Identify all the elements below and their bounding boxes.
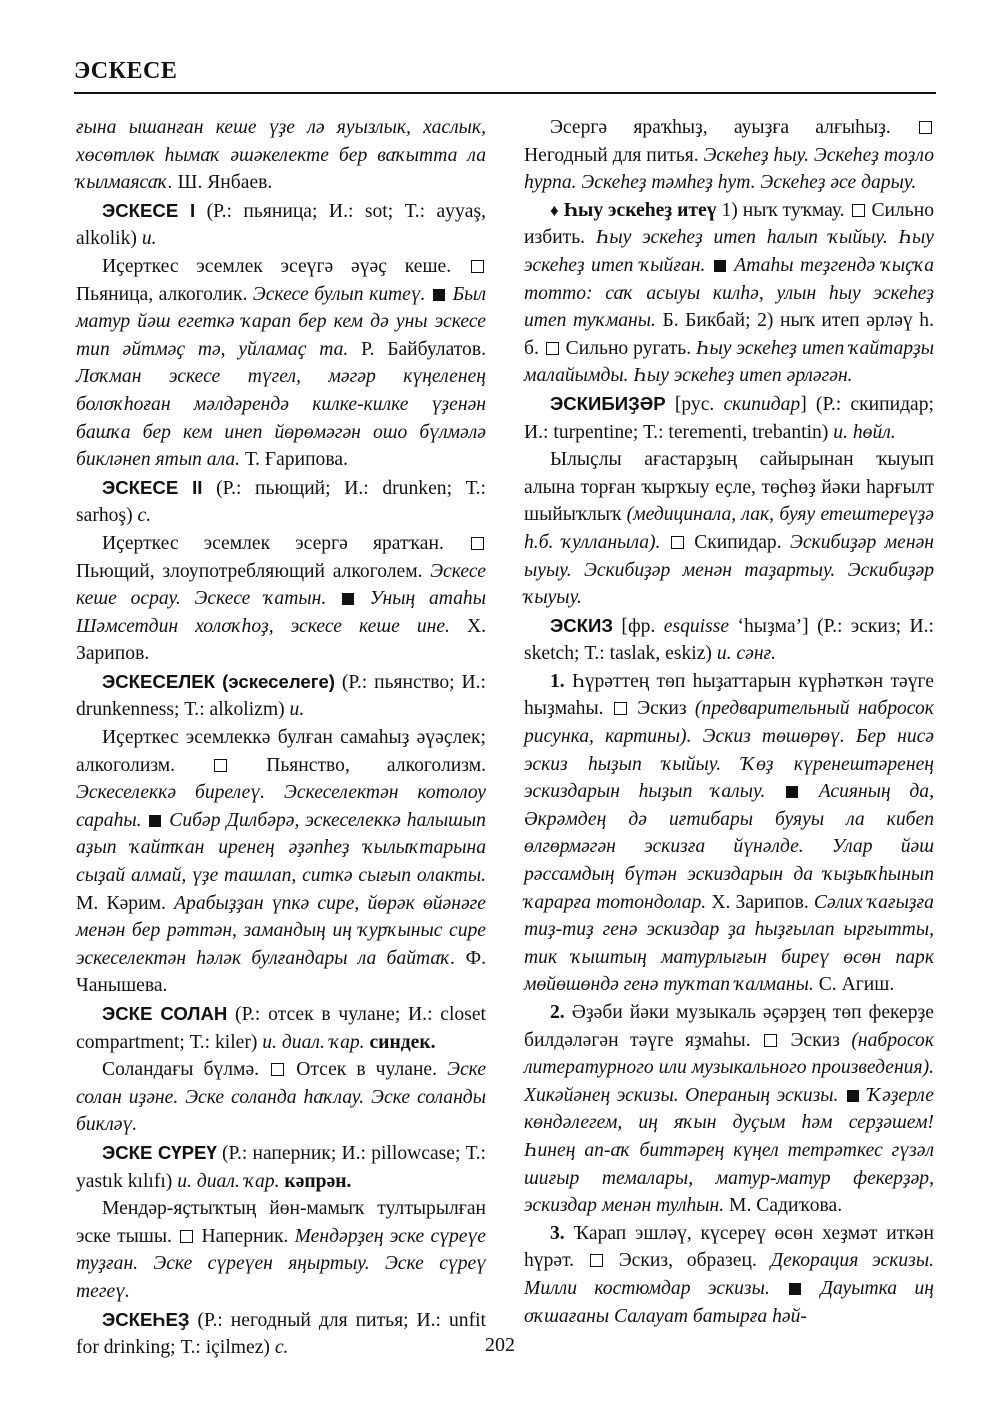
sense-number: 2.	[550, 1002, 565, 1023]
example-text: Сәлих ҡағыҙға тиҙ-тиҙ генә эскиздар ҙа һыҙғылап ырғытты, тик ҡыштың матурлығын биреү өсөн парк мөйөшөндә генә туҡтап ҡалманы.	[524, 891, 934, 996]
russian-marker-icon	[180, 1230, 193, 1243]
citation-marker-icon	[847, 1090, 859, 1102]
citation-marker-icon	[342, 593, 354, 605]
example-text: Был матур йәш егеткә ҡарап бер кем дә уны эскесе тип әйтмәҫ тә, уйламаҫ та.	[76, 283, 486, 360]
source-author: Х. Зарипов.	[76, 615, 486, 665]
translations: (Р.: наперник; И.: pillowcase; Т.: yastık kılıfı)	[76, 1142, 486, 1192]
example-text: Атаһы теҙгендә ҡыҫҡа тотто: саҡ асыуы килһә, улын һыу эскеһеҙ итеп туҡманы.	[524, 254, 934, 332]
citation-marker-icon	[149, 815, 161, 827]
headword: ЭСКЕ СОЛАН	[102, 1003, 228, 1024]
russian-marker-icon	[271, 1063, 284, 1076]
example-text: Асияның да, Әкрәмдең дә иғтибары буяуы ла кибеп өлгөрмәгән эскизға йүнәлде. Улар йәш рәссамдың бүтән эскиздарын да ҡыҙыҡһынып ҡарарға тотондолар.	[524, 781, 934, 913]
example-text: Хикәйәнең эскизы. Операның эскизы.	[524, 1084, 839, 1106]
example-text: Арабыҙҙан үпкә сире, йөрәк өйәнәге менән бер рәттән, замандың иң ҡурҡыныс сире эскеселектән һәләк булғандары ла байтаҡ.	[76, 892, 486, 969]
example-text: Ҡәҙерле көндәлегем, иң яҡын дуҫым һәм серҙәшем! Һинең ап-аҡ биттәрең күңел тетрәткес гүзәл шиғыр темалары, матур-матур фекерҙәр, эскиздар менән тулһын.	[524, 1084, 934, 1217]
definition: Иҫерткес эсемлеккә булған самаһыҙ әүәҫлек; алкоголизм.	[76, 727, 486, 776]
example-text: Эске солан иҙәне. Эске соланда һаҡлау. Эске соланды бикләү.	[76, 1059, 487, 1136]
definition: Мендәр-яҫтыҡтың йөн-мамыҡ тултырылған эске тышы.	[76, 1198, 486, 1247]
source-author: Т. Ғарипова.	[240, 449, 348, 471]
entry-eskibizer	[524, 390, 934, 446]
entry-eskiz-sense-1	[524, 668, 934, 999]
entry-eske-solan	[76, 1000, 486, 1056]
translations: (Р.: пьяница; И.: sot; Т.: ayyaş, alkolik)	[76, 200, 486, 250]
example-text: Һыу эскеһеҙ итеп ҡайтарҙы малайымды. Һыу эскеһеҙ итеп әрләгән.	[524, 337, 935, 387]
russian-equivalent: Негодный для питья.	[524, 144, 704, 166]
example-text: Сибәр Дилбәрә, эскеселеккә һалышып аҙып ҡайтҡан иренең әҙәпһеҙ ҡылыҡтарына сыҙай алмай, үҙе ташлап, ситкә сығып олакты.	[76, 809, 486, 887]
translations: (Р.: отсек в чулане; И.: closet compartment; Т.: kiler)	[76, 1004, 486, 1053]
definition: Соландағы бүлмә.	[102, 1059, 260, 1081]
russian-equivalent: Отсек в чулане.	[286, 1059, 448, 1081]
source-author: М. Кәрим.	[76, 892, 175, 914]
russian-equivalent: Сильно избить.	[524, 199, 934, 249]
entry-eskiz	[524, 612, 934, 668]
etymology: [фр.	[613, 615, 664, 637]
source-author: Х. Зарипов.	[706, 891, 814, 913]
headword: ЭСКИЗ	[550, 614, 614, 636]
russian-note: (набросок литературного или музыкального произведения).	[524, 1029, 934, 1079]
sense-number: 1.	[550, 670, 565, 692]
definition: Эсергә яраҡһыҙ, ауыҙға алғыһыҙ.	[550, 117, 891, 138]
source-author: Р. Байбулатов.	[348, 338, 487, 360]
entry-eskese-2-sense	[76, 530, 486, 668]
example-text: Эскибиҙәр менән ыуыу. Эскибиҙәр менән таҙартыу. Эскибиҙәр ҡыуыу.	[524, 531, 935, 609]
headword: ЭСКИБИҘӘР	[550, 392, 666, 414]
citation-marker-icon	[714, 260, 726, 272]
russian-marker-icon	[546, 342, 559, 355]
part-of-speech: и. диал. ҡар.	[262, 1031, 365, 1053]
russian-marker-icon	[919, 121, 932, 134]
headword: ЭСКЕҺЕҘ	[102, 1308, 190, 1330]
part-of-speech: и.	[141, 228, 157, 250]
entry-eskese-1	[76, 197, 486, 253]
definition: Иҫерткес эсемлек эсеүгә әүәҫ кеше.	[102, 255, 452, 277]
russian-equivalent: Эскиз	[628, 698, 695, 720]
russian-marker-icon	[852, 204, 865, 217]
russian-equivalent: Скипидар.	[685, 531, 791, 553]
russian-equivalent: Пьянство, алкоголизм.	[229, 754, 486, 776]
translations: (Р.: пьянство; И.: drunkenness; Т.: alkolizm)	[76, 671, 486, 721]
entry-eskibizer-sense	[524, 446, 934, 612]
part-of-speech: с.	[274, 1337, 289, 1359]
entry-eske-sureu-sense	[76, 1195, 486, 1305]
russian-marker-icon	[671, 536, 684, 549]
translations: (Р.: негодный для питья; И.: unfit for drinking; Т.: içilmez)	[76, 1309, 486, 1359]
part-of-speech: и. диал. ҡар.	[177, 1170, 280, 1192]
definition: Иҫерткес эсемлек эсергә яратҡан.	[102, 532, 444, 554]
source-author: С. Агиш.	[813, 974, 895, 996]
citation-marker-icon	[789, 1283, 801, 1295]
example-text: Эскесе кеше осрау. Эскесе ҡатын.	[76, 560, 486, 610]
definition-note: (медицинала, лак, буяу етештереүҙә һ.б. ҡулланыла).	[524, 504, 934, 553]
russian-marker-icon	[471, 260, 484, 273]
citation-marker-icon	[786, 786, 798, 798]
citation-marker-icon	[433, 289, 445, 301]
example-text: Эскесе булып китеү.	[252, 283, 426, 305]
sense-number: 3.	[550, 1222, 565, 1244]
russian-equivalent: Сильно ругать.	[560, 337, 696, 359]
definition: 2) ныҡ итеп әрләү һ. б.	[524, 310, 934, 359]
page-number: 202	[485, 1334, 515, 1356]
entry-eskese-1-sense	[76, 253, 486, 474]
entry-eske-solan-sense	[76, 1056, 486, 1139]
translations: (Р.: пьющий; И.: drunken; Т.: sarhoş)	[76, 477, 486, 527]
headword: ЭСКЕСЕЛЕК (эскеселеге)	[102, 670, 336, 692]
cross-reference: кәпрән.	[279, 1170, 352, 1192]
russian-marker-icon	[764, 1034, 777, 1047]
etymology-source-word: esquisse	[663, 615, 730, 637]
russian-equivalent: Пьющий, злоупотребляющий алкоголем.	[76, 560, 431, 582]
russian-marker-icon	[614, 702, 627, 715]
definition: Һүрәттең төп һыҙаттарын күрһәткән тәүге һыҙмаһы.	[524, 670, 934, 720]
running-header-title: ЭСКЕСЕ	[74, 58, 178, 84]
part-of-speech: с.	[137, 505, 152, 527]
etymology-source-word: скипидар	[723, 393, 801, 415]
russian-equivalent: Эскиз	[779, 1029, 852, 1051]
entry-eskeselek	[76, 668, 486, 724]
russian-equivalent: Пьяница, алкоголик.	[76, 283, 253, 305]
entry-eskehez-sense	[524, 114, 934, 197]
translations: ] (Р.: скипидар; И.: turpentine; Т.: terementi, trebantin)	[524, 393, 934, 443]
example-text: Мендәрҙең эске сүреүе туҙған. Эске сүреүен яңыртыу. Эске сүреү тегеү.	[76, 1225, 486, 1302]
headword: ЭСКЕ СҮРЕҮ	[102, 1141, 217, 1163]
source-author: Ш. Янбаев.	[172, 172, 273, 194]
continued-entry	[76, 114, 486, 197]
translations: ‘һыҙма’] (Р.: эскиз; И.: sketch; Т.: taslak, eskiz)	[524, 615, 934, 665]
entry-eskeselek-sense	[76, 724, 486, 1000]
russian-marker-icon	[214, 759, 227, 772]
left-column	[76, 114, 486, 1362]
definition: Ҡарап эшләү, күсереү өсөн хеҙмәт иткән һүрәт.	[524, 1222, 934, 1272]
example-text: Декорация эскизы. Милли костюмдар эскизы.	[524, 1250, 934, 1299]
source-author: Ф. Чанышева.	[76, 947, 486, 997]
running-header	[74, 58, 936, 85]
example-text: Эскиз төшөрөү. Бер нисә эскиз һыҙып ҡыйыу. Ҡөҙ күренештәренең эскиздарын һыҙып ҡалыу.	[524, 726, 935, 803]
source-author: Б. Бикбай;	[655, 310, 751, 332]
etymology: [рус.	[665, 393, 724, 415]
example-text: Һыу эскеһеҙ итеп һалып ҡыйыу. Һыу эскеһеҙ итеп ҡыйған.	[524, 227, 935, 276]
example-text: Эскеселеккә бирелеү. Эскеселектән котолоу сараһы.	[76, 782, 486, 831]
headword: ЭСКЕСЕ II	[102, 476, 203, 498]
entry-eske-sureu	[76, 1139, 486, 1195]
example-text: Дауытка иң оҡшағаны Салауат батырға һәй-	[524, 1277, 934, 1327]
right-column	[524, 114, 934, 1330]
headword: ЭСКЕСЕ I	[102, 199, 196, 221]
idiom-headword: Һыу эскеһеҙ итеү	[558, 199, 717, 221]
russian-equivalent: Эскиз, образец.	[604, 1250, 771, 1272]
entry-eskese-2	[76, 474, 486, 530]
example-text: Эскеһеҙ һыу. Эскеһеҙ тоҙло һурпа. Эскеһеҙ тәмһеҙ һут. Эскеһеҙ әсе дарыу.	[524, 144, 934, 194]
definition: 1) ныҡ туҡмау.	[716, 199, 845, 221]
part-of-speech: и.	[289, 699, 305, 721]
cross-reference: синдек.	[364, 1031, 436, 1053]
source-author: М. Садиҡова.	[724, 1195, 843, 1217]
entry-eskiz-sense-2	[524, 999, 934, 1220]
example-text: Лоҡман эскесе түгел, мәгәр күңеленең болоҡһоған мәлдәрендә килке-килке үҙенән башҡа бер кем инеп йөрөмәгән ошо бүлмәлә бикләнеп ятып ала.	[76, 366, 486, 471]
example-text: ғына ышанған кеше үҙе лә яуызлык, хаслык, хөсөтлөк һымаҡ әшәкелекте бер ваҡытта ла ҡылмаясаҡ.	[76, 117, 486, 194]
part-of-speech: и. һөйл.	[833, 421, 896, 443]
example-text: Уның атаһы Шәмсетдин холоҡһоҙ, эскесе кеше ине.	[76, 588, 486, 637]
russian-equivalent: Наперник.	[195, 1225, 295, 1247]
idiom-diamond-icon: ♦	[550, 200, 559, 220]
header-rule	[74, 92, 936, 94]
definition: Ылыҫлы ағастарҙың сайырынан ҡыуып алына торған ҡырҡыу еҫле, төҫһөҙ йәки һарғылт шыйыҡлыҡ	[524, 449, 934, 526]
definition: Әҙәби йәки музыкаль әҫәрҙең төп фекерҙе билдәләгән тәүге яҙмаһы.	[524, 1002, 934, 1051]
part-of-speech: и. сәнғ.	[716, 643, 777, 665]
russian-marker-icon	[471, 537, 484, 550]
russian-marker-icon	[590, 1254, 603, 1267]
entry-eskiz-sense-3	[524, 1220, 934, 1330]
russian-note: (предварительный набросок рисунка, картины).	[524, 698, 934, 748]
idiom-entry	[524, 197, 934, 390]
